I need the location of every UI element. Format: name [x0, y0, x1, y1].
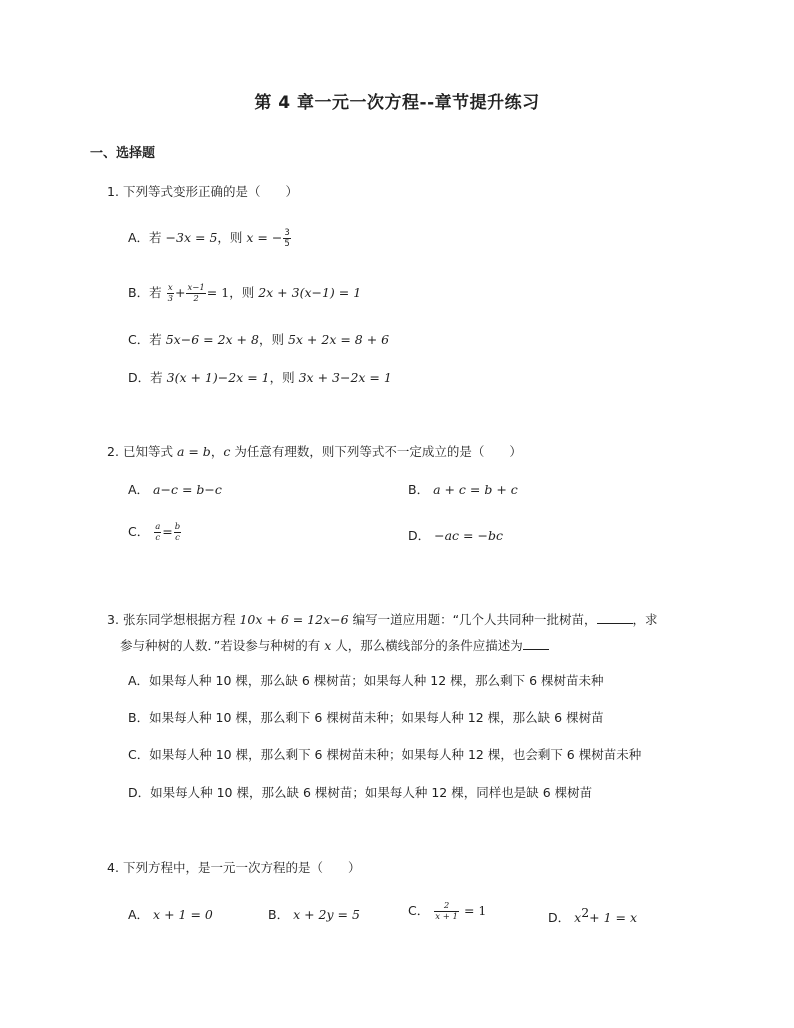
- equation: 3(x + 1)−2x = 1: [166, 370, 270, 385]
- equation: 3x + 3−2x = 1: [298, 370, 392, 385]
- fraction: $\frac{a}{c}$: [155, 521, 161, 543]
- question-1-option-c: C．若 5x−6 = 2x + 8，则 5x + 2x = 8 + 6: [128, 332, 390, 347]
- question-3-option-c: C．如果每人种 10 棵，那么剩下 6 棵树苗未种；如果每人种 12 棵，也会剩下 6 棵树苗未种: [128, 747, 642, 762]
- question-2-stem: 2. 已知等式 a = b，c 为任意有理数，则下列等式不一定成立的是（ ）: [107, 444, 522, 459]
- question-4-option-a: A． x + 1 = 0: [128, 907, 213, 922]
- question-2-option-c: C． $\frac{a}{c}$ = $\frac{b}{c}$: [128, 521, 181, 543]
- equation: 5x−6 = 2x + 8: [165, 332, 259, 347]
- question-1-option-a: A．若 −3x = 5，则 x = − $\frac{3}{5}$: [128, 227, 290, 249]
- question-3-option-b: B．如果每人种 10 棵，那么剩下 6 棵树苗未种；如果每人种 12 棵，那么缺 6 棵树苗: [128, 710, 604, 725]
- equation: 5x + 2x = 8 + 6: [287, 332, 390, 347]
- question-3-option-d: D．如果每人种 10 棵，那么缺 6 棵树苗；如果每人种 12 棵，同样也是缺 6 棵树苗: [128, 785, 593, 800]
- question-number: 3.: [107, 612, 119, 627]
- question-2-option-a: A． a−c = b−c: [128, 482, 222, 497]
- question-4-option-b: B． x + 2y = 5: [268, 907, 360, 922]
- question-3-option-a: A．如果每人种 10 棵，那么缺 6 棵树苗；如果每人种 12 棵，那么剩下 6 棵树苗未种: [128, 673, 604, 688]
- fraction: $\frac{2}{x + 1}$: [435, 900, 458, 922]
- question-3-stem-line1: 3. 张东同学想根据方程 10x + 6 = 12x−6 编写一道应用题：“几个人共同种一批树苗， ，求: [107, 612, 658, 627]
- question-1-option-b: B．若 $\frac{x}{3}$ + $\frac{x-1}{2}$ = 1，则 2x + 3(x−1) = 1: [128, 282, 362, 304]
- question-number: 1.: [107, 184, 119, 199]
- fraction: $\frac{3}{5}$: [284, 227, 290, 249]
- question-number: 4.: [107, 860, 119, 875]
- fraction: $\frac{b}{c}$: [174, 521, 181, 543]
- equation: 2x + 3(x−1) = 1: [258, 285, 362, 300]
- page-title: 第 4 章一元一次方程--章节提升练习: [254, 93, 540, 113]
- question-text: 下列等式变形正确的是（ ）: [122, 184, 298, 199]
- fraction: $\frac{x}{3}$: [167, 282, 173, 304]
- fraction: $\frac{x-1}{2}$: [187, 282, 205, 304]
- answer-blank: [597, 612, 633, 624]
- question-2-option-d: D． −ac = −bc: [408, 528, 503, 543]
- question-3-stem-line2: 参与种树的人数．”若设参与种树的有 x 人，那么横线部分的条件应描述为: [120, 636, 549, 654]
- section-heading: 一、选择题: [90, 146, 156, 161]
- question-1-option-d: D．若 3(x + 1)−2x = 1，则 3x + 3−2x = 1: [128, 370, 392, 385]
- answer-blank: [523, 638, 549, 650]
- question-number: 2.: [107, 444, 119, 459]
- question-4-option-c: C． $\frac{2}{x + 1}$ = 1: [408, 900, 487, 922]
- question-2-option-b: B． a + c = b + c: [408, 482, 518, 497]
- equation: −3x = 5: [165, 230, 218, 245]
- question-4-option-d: D． $x^2+ 1 = x$: [548, 905, 638, 926]
- question-1-stem: [107, 182, 298, 200]
- question-4-stem: 4. 下列方程中，是一元一次方程的是（ ）: [107, 860, 361, 875]
